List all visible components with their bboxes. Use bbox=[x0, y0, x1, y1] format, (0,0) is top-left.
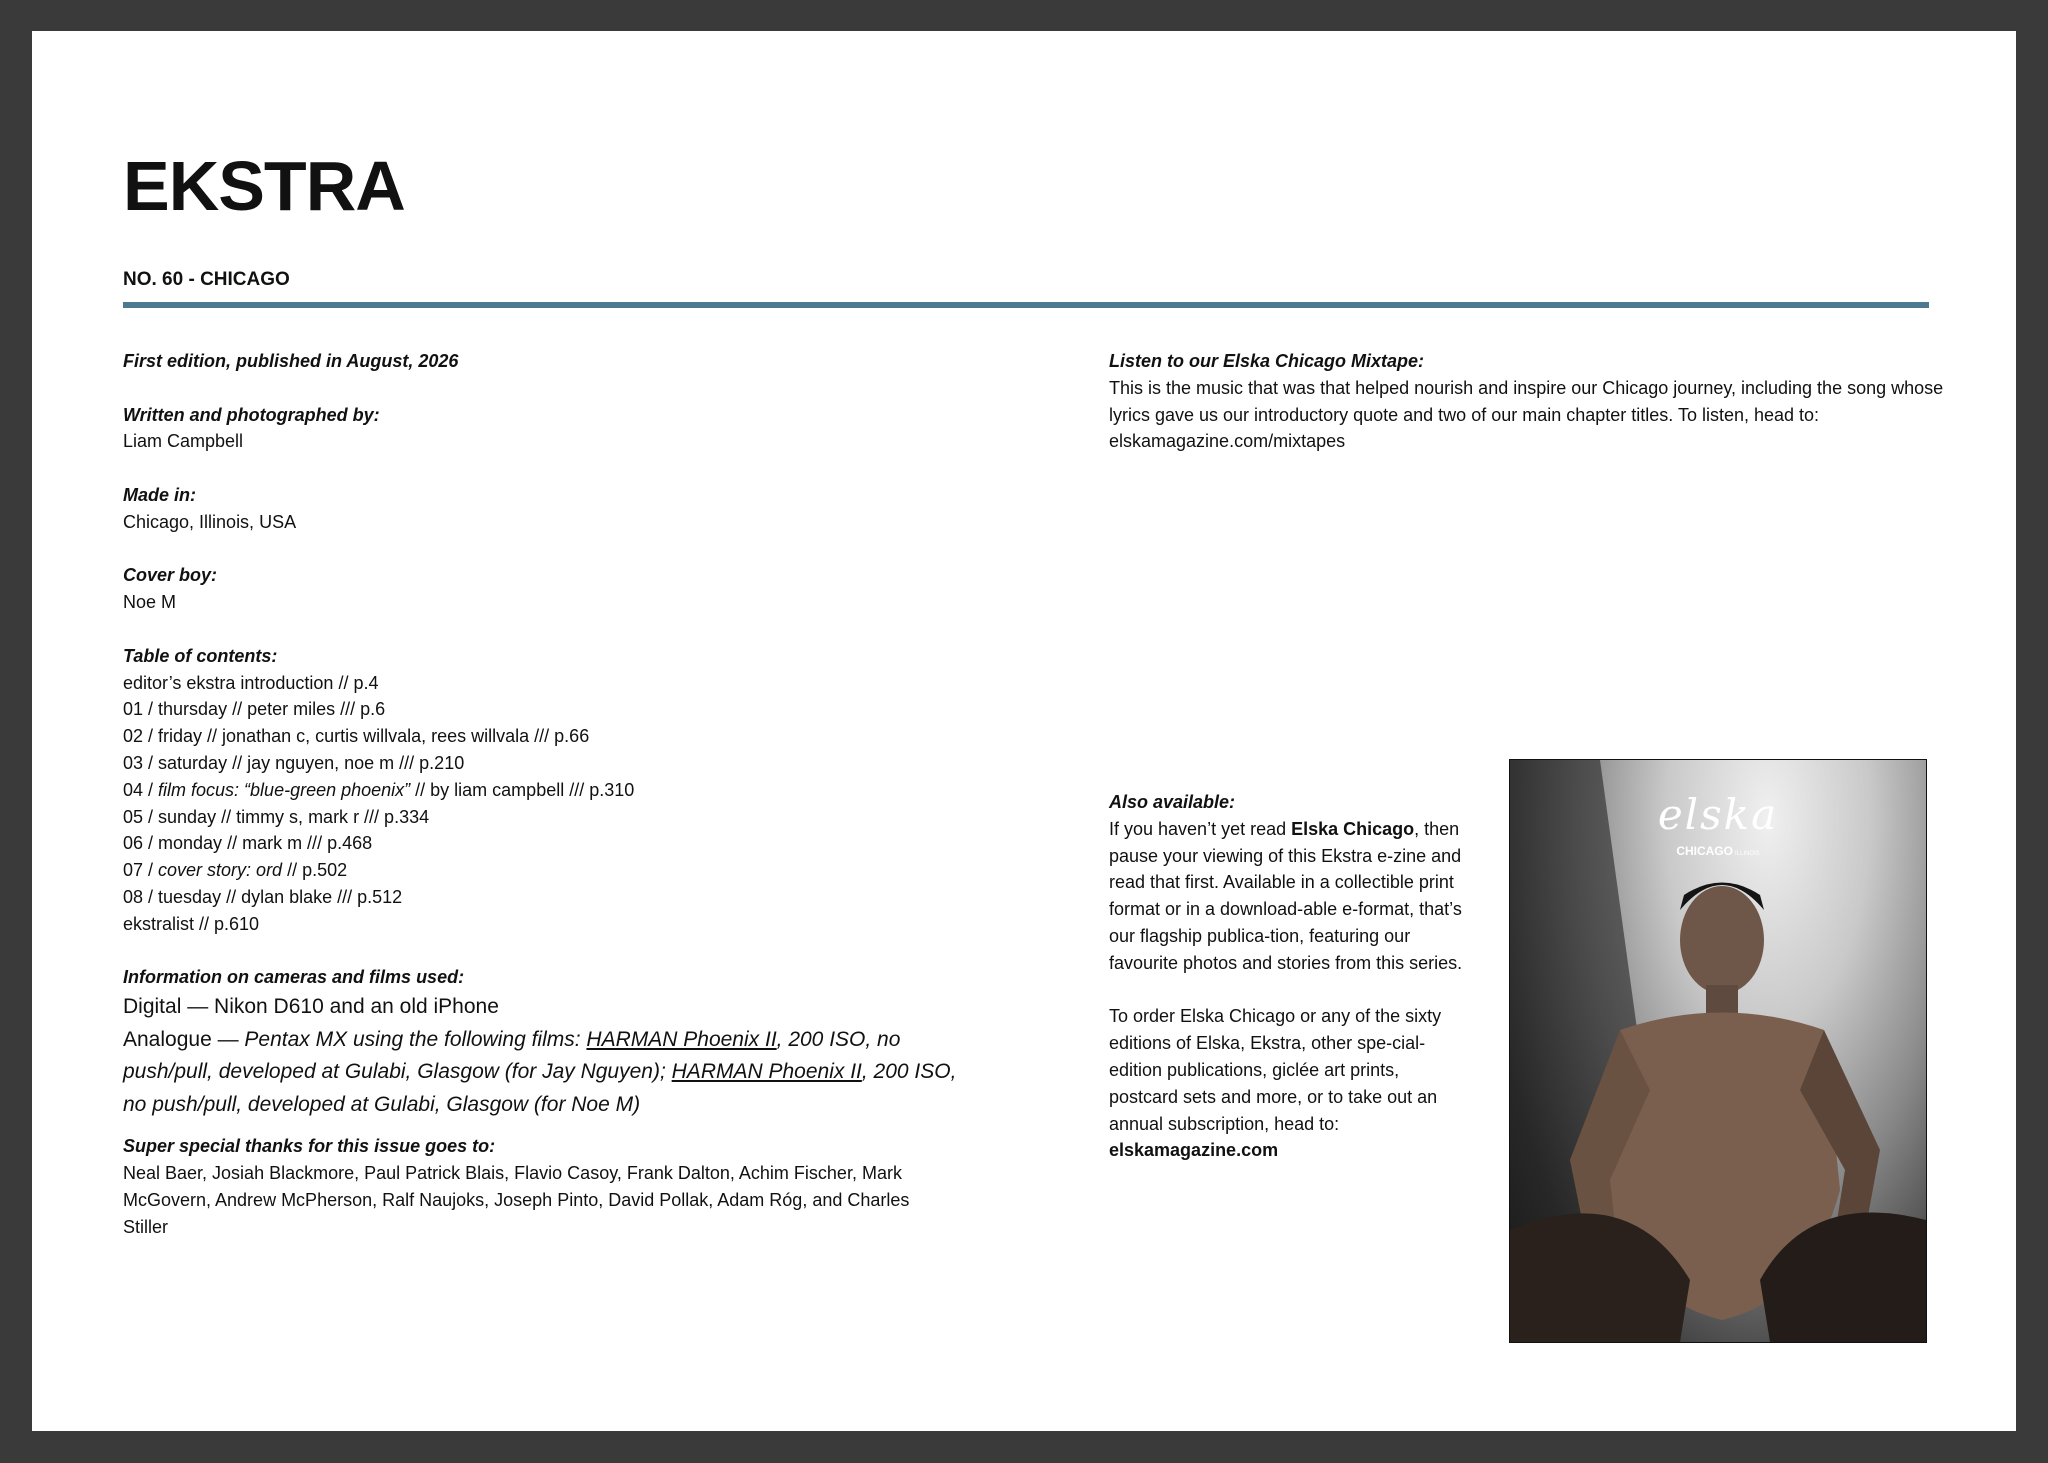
mixtape-label: Listen to our Elska Chicago Mixtape: bbox=[1109, 351, 1425, 371]
toc-item: 06 / monday // mark m /// p.468 bbox=[123, 833, 373, 854]
toc-item: 05 / sunday // timmy s, mark r /// p.334 bbox=[123, 806, 430, 827]
cover-logo: elska bbox=[1657, 790, 1779, 839]
toc-item: 04 / film focus: “blue-green phoenix” // by liam campbell /// p.310 bbox=[123, 779, 635, 800]
toc-label: Table of contents: bbox=[123, 645, 278, 666]
credits-column bbox=[123, 348, 983, 1240]
analogue-camera: Analogue — Pentax MX using the following films: HARMAN Phoenix II, 200 ISO, no push/pull, developed at Gulabi, Glasgow (for Jay Nguyen); HARMAN Phoenix II, 200 ISO, no push/pull, developed at Gulabi, Glasgow (for Noe M) bbox=[123, 1027, 957, 1116]
toc-list bbox=[123, 670, 983, 938]
thanks-label: Super special thanks for this issue goes to: bbox=[123, 1136, 496, 1157]
thanks-text: Neal Baer, Josiah Blackmore, Paul Patrick Blais, Flavio Casoy, Frank Dalton, Achim Fischer, Mark McGovern, Andrew McPherson, Ralf Naujoks, Joseph Pinto, David Pollak, Adam Róg, and Charles Stiller bbox=[123, 1162, 910, 1237]
cover-image bbox=[1509, 759, 1927, 1343]
edition-note: First edition, published in August, 2026 bbox=[123, 351, 459, 371]
cameras-label: Information on cameras and films used: bbox=[123, 967, 465, 988]
also-available-label: Also available: bbox=[1109, 792, 1236, 812]
mixtape-section bbox=[1109, 348, 1969, 455]
page bbox=[32, 31, 2016, 1431]
mixtape-text: This is the music that was that helped nourish and inspire our Chicago journey, including the song whose lyrics gave us our introductory quote and two of our main chapter titles. To listen, head to: elskamagazine.com/mixtapes bbox=[1109, 377, 1944, 452]
toc-item: ekstralist // p.610 bbox=[123, 913, 260, 934]
also-available-section bbox=[1109, 789, 1469, 1164]
toc-item: 03 / saturday // jay nguyen, noe m /// p.210 bbox=[123, 752, 465, 773]
toc-item: 08 / tuesday // dylan blake /// p.512 bbox=[123, 886, 403, 907]
written-by-value: Liam Campbell bbox=[123, 431, 244, 452]
toc-item: 02 / friday // jonathan c, curtis willvala, rees willvala /// p.66 bbox=[123, 726, 590, 747]
also-available-text: If you haven’t yet read Elska Chicago, then pause your viewing of this Ekstra e-zine and read that first. Available in a collectible print format or in a download-able e-format, that’s our flagship publica-tion, featuring our favourite photos and stories from this series. bbox=[1109, 818, 1463, 973]
header-divider bbox=[123, 302, 1929, 308]
cameras-info bbox=[123, 991, 983, 1121]
issue-subtitle: NO. 60 - CHICAGO bbox=[123, 269, 290, 290]
toc-item: 01 / thursday // peter miles /// p.6 bbox=[123, 699, 386, 720]
cover-boy-value: Noe M bbox=[123, 592, 177, 613]
made-in-label: Made in: bbox=[123, 484, 197, 505]
cover-city: CHICAGO ILLINOIS bbox=[1676, 844, 1760, 858]
digital-camera: Digital — Nikon D610 and an old iPhone bbox=[123, 995, 499, 1019]
order-text: To order Elska Chicago or any of the sixty editions of Elska, Ekstra, other spe-cial-edition publications, giclée art prints, postcard sets and more, or to take out an annual subscription, head to: bbox=[1109, 1006, 1442, 1134]
cover-boy-label: Cover boy: bbox=[123, 565, 218, 586]
made-in-value: Chicago, Illinois, USA bbox=[123, 511, 297, 532]
film-link[interactable]: HARMAN Phoenix II bbox=[586, 1027, 777, 1051]
toc-item: editor’s ekstra introduction // p.4 bbox=[123, 672, 379, 693]
page-title: EKSTRA bbox=[123, 147, 405, 225]
toc-item: 07 / cover story: ord // p.502 bbox=[123, 860, 348, 881]
written-by-label: Written and photographed by: bbox=[123, 404, 380, 425]
film-link[interactable]: HARMAN Phoenix II bbox=[671, 1060, 862, 1084]
site-link[interactable]: elskamagazine.com bbox=[1109, 1140, 1279, 1161]
